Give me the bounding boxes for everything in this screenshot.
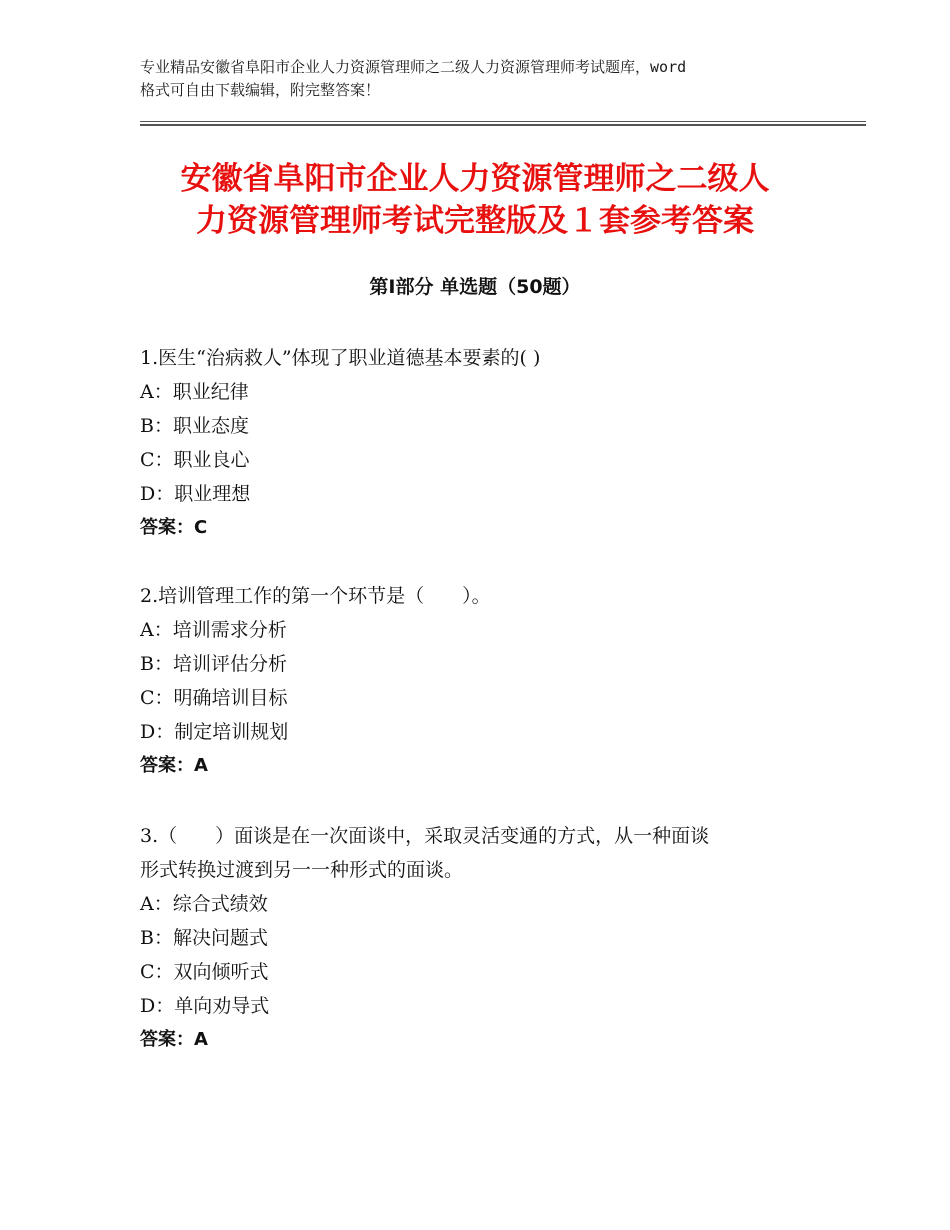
- option-c: C：职业良心: [140, 449, 250, 471]
- header-divider-thin: [140, 121, 866, 122]
- document-title-line-2: 力资源管理师考试完整版及１套参考答案: [196, 203, 754, 239]
- option-a: A：培训需求分析: [140, 619, 287, 641]
- section-heading: 第Ⅰ部分 单选题（50题）: [369, 276, 581, 298]
- answer-value: A: [194, 1029, 208, 1050]
- answer-value: A: [194, 755, 208, 776]
- option-a: A：综合式绩效: [140, 893, 268, 915]
- option-a: A：职业纪律: [140, 381, 249, 403]
- option-b: B：培训评估分析: [140, 653, 287, 675]
- question-stem-line-2: 形式转换过渡到另一一种形式的面谈。: [140, 859, 464, 881]
- answer-line: [140, 511, 840, 545]
- option-b: B：职业态度: [140, 415, 249, 437]
- answer-label: 答案：: [140, 755, 194, 776]
- document-title-line-1: 安徽省阜阳市企业人力资源管理师之二级人: [180, 161, 770, 197]
- answer-value: C: [194, 517, 208, 538]
- answer-label: 答案：: [140, 1029, 194, 1050]
- option-b: B：解决问题式: [140, 927, 268, 949]
- option-d: D：制定培训规划: [140, 721, 289, 743]
- answer-line: [140, 1023, 840, 1057]
- answer-line: [140, 749, 840, 783]
- question-stem-line-1: 3.（ ）面谈是在一次面谈中，采取灵活变通的方式，从一种面谈: [140, 825, 710, 847]
- question-2: [140, 579, 840, 783]
- question-stem: 1.医生“治病救人”体现了职业道德基本要素的( ): [140, 347, 541, 369]
- answer-label: 答案：: [140, 517, 194, 538]
- question-stem: 2.培训管理工作的第一个环节是（ ）。: [140, 585, 491, 607]
- document-title: [120, 158, 830, 242]
- header-note: [140, 56, 830, 102]
- question-3: [140, 819, 840, 1057]
- option-c: C：明确培训目标: [140, 687, 288, 709]
- question-1: [140, 341, 840, 545]
- option-d: D：单向劝导式: [140, 995, 270, 1017]
- header-note-line-1: 专业精品安徽省阜阳市企业人力资源管理师之二级人力资源管理师考试题库，word: [140, 58, 687, 76]
- header-note-line-2: 格式可自由下载编辑，附完整答案！: [140, 81, 381, 99]
- option-c: C：双向倾听式: [140, 961, 269, 983]
- option-d: D：职业理想: [140, 483, 251, 505]
- header-divider-thick: [140, 124, 866, 126]
